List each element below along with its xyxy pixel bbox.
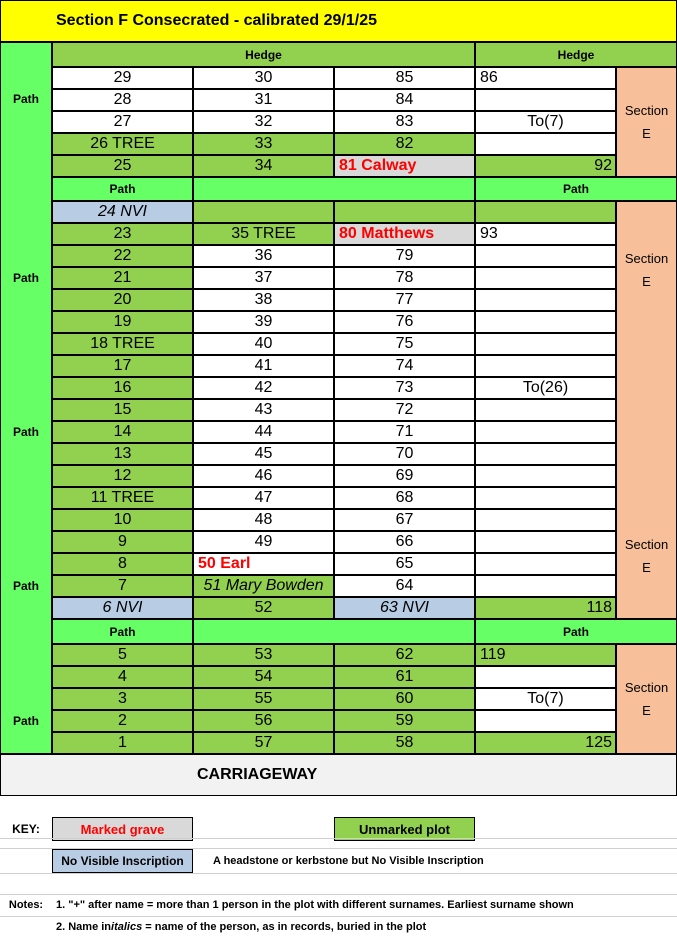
plot-cell: 29 xyxy=(52,67,193,89)
plot-cell: 30 xyxy=(193,67,334,89)
plot-cell: 33 xyxy=(193,133,334,155)
plot-cell: 61 xyxy=(334,666,475,688)
plot-cell: 6 NVI xyxy=(52,597,193,619)
empty-plot-cell xyxy=(475,509,616,531)
empty-plot-cell xyxy=(334,201,475,223)
empty-plot-cell xyxy=(475,487,616,509)
carriageway-label: CARRIAGEWAY xyxy=(0,754,677,796)
empty-plot-cell xyxy=(475,133,616,155)
grid-line xyxy=(0,838,677,839)
note-2-italic: italics xyxy=(111,921,143,933)
plot-cell: 74 xyxy=(334,355,475,377)
plot-cell: 71 xyxy=(334,421,475,443)
plot-cell: 79 xyxy=(334,245,475,267)
path-label: Path xyxy=(12,92,39,106)
plot-cell: 56 xyxy=(193,710,334,732)
empty-plot-cell xyxy=(475,465,616,487)
plot-cell: 62 xyxy=(334,644,475,666)
plot-cell: 72 xyxy=(334,399,475,421)
plot-cell: 45 xyxy=(193,443,334,465)
plot-cell: 125 xyxy=(475,732,616,754)
plot-cell: 19 xyxy=(52,311,193,333)
section-e-label xyxy=(616,526,677,586)
plot-cell: 17 xyxy=(52,355,193,377)
empty-plot-cell xyxy=(475,399,616,421)
note-2-prefix: 2. Name in xyxy=(56,921,112,933)
plot-cell: 77 xyxy=(334,289,475,311)
plot-cell: 76 xyxy=(334,311,475,333)
plot-cell: 73 xyxy=(334,377,475,399)
plot-cell: 46 xyxy=(193,465,334,487)
plot-cell: 8 xyxy=(52,553,193,575)
empty-plot-cell xyxy=(193,201,334,223)
empty-plot-cell xyxy=(475,267,616,289)
plot-cell: 81 Calway xyxy=(334,155,475,177)
plot-cell: 39 xyxy=(193,311,334,333)
empty-plot-cell xyxy=(475,666,616,688)
section-e-label xyxy=(616,67,677,177)
plot-cell: 54 xyxy=(193,666,334,688)
key-nvi-description: A headstone or kerbstone but No Visible Inscription xyxy=(213,855,484,867)
plot-cell: 3 xyxy=(52,688,193,710)
plot-cell: 14 xyxy=(52,421,193,443)
grid-line xyxy=(0,873,677,874)
plot-cell: 49 xyxy=(193,531,334,553)
plot-cell: 48 xyxy=(193,509,334,531)
plot-cell: To(7) xyxy=(475,688,616,710)
empty-plot-cell xyxy=(475,289,616,311)
plot-cell: 75 xyxy=(334,333,475,355)
notes-label: Notes: xyxy=(8,899,44,911)
plot-cell: 25 xyxy=(52,155,193,177)
empty-plot-cell xyxy=(475,553,616,575)
plot-cell: 119 xyxy=(475,644,616,666)
hedge-label: Hedge xyxy=(475,42,677,67)
plot-cell: 57 xyxy=(193,732,334,754)
path-label: Path xyxy=(12,579,39,593)
plot-cell: 31 xyxy=(193,89,334,111)
plot-cell: 78 xyxy=(334,267,475,289)
left-path-column xyxy=(0,42,52,754)
plot-cell: 69 xyxy=(334,465,475,487)
plot-cell: 43 xyxy=(193,399,334,421)
plot-cell: 16 xyxy=(52,377,193,399)
plot-cell: 64 xyxy=(334,575,475,597)
plot-cell: 2 xyxy=(52,710,193,732)
empty-plot-cell xyxy=(475,531,616,553)
plot-cell: 5 xyxy=(52,644,193,666)
plot-cell: 65 xyxy=(334,553,475,575)
plot-cell: 92 xyxy=(475,155,616,177)
key-nvi: No Visible Inscription xyxy=(52,849,193,873)
plot-cell: 68 xyxy=(334,487,475,509)
path-label: Path xyxy=(12,425,39,439)
plot-cell: 26 TREE xyxy=(52,133,193,155)
plot-cell: 10 xyxy=(52,509,193,531)
empty-plot-cell xyxy=(475,201,616,223)
plot-cell: 12 xyxy=(52,465,193,487)
plot-cell: 35 TREE xyxy=(193,223,334,245)
plot-cell: 82 xyxy=(334,133,475,155)
key-label: KEY: xyxy=(12,822,40,836)
path-label: Path xyxy=(52,177,193,201)
plot-cell: 70 xyxy=(334,443,475,465)
plot-cell: 38 xyxy=(193,289,334,311)
note-2 xyxy=(52,917,672,937)
section-e-line1: Section xyxy=(624,103,669,118)
section-e-line2: E xyxy=(642,703,651,718)
note-2-suffix: = name of the person, as in records, buried in the plot xyxy=(142,921,427,933)
empty-plot-cell xyxy=(475,245,616,267)
grid-line xyxy=(0,894,677,895)
plot-cell: 66 xyxy=(334,531,475,553)
empty-plot-cell xyxy=(475,443,616,465)
plot-cell: 41 xyxy=(193,355,334,377)
plot-cell: 37 xyxy=(193,267,334,289)
plot-cell: 118 xyxy=(475,597,616,619)
plot-cell: To(7) xyxy=(475,111,616,133)
section-e-line1: Section xyxy=(624,680,669,695)
plot-cell: 9 xyxy=(52,531,193,553)
empty-plot-cell xyxy=(475,311,616,333)
plot-cell: 50 Earl xyxy=(193,553,334,575)
empty-plot-cell xyxy=(475,575,616,597)
plot-cell: 18 TREE xyxy=(52,333,193,355)
key-marked-grave: Marked grave xyxy=(52,817,193,841)
section-e-label xyxy=(616,644,677,754)
plot-cell: 55 xyxy=(193,688,334,710)
grid-line xyxy=(0,916,677,917)
plot-cell: 85 xyxy=(334,67,475,89)
section-e-line2: E xyxy=(642,560,651,575)
section-e-line1: Section xyxy=(624,537,669,552)
section-e-line2: E xyxy=(642,274,651,289)
path-label: Path xyxy=(475,177,677,201)
plot-cell: 1 xyxy=(52,732,193,754)
section-e-line2: E xyxy=(642,126,651,141)
plot-cell: 34 xyxy=(193,155,334,177)
plot-cell: 32 xyxy=(193,111,334,133)
page-title: Section F Consecrated - calibrated 29/1/25 xyxy=(0,0,677,42)
empty-plot-cell xyxy=(475,333,616,355)
plot-cell: 44 xyxy=(193,421,334,443)
section-e-label xyxy=(616,240,677,300)
plot-cell: 83 xyxy=(334,111,475,133)
plot-cell: To(26) xyxy=(475,377,616,399)
path-label: Path xyxy=(12,271,39,285)
plot-cell: 80 Matthews xyxy=(334,223,475,245)
grid-line xyxy=(0,848,677,849)
plot-cell: 4 xyxy=(52,666,193,688)
plot-cell: 28 xyxy=(52,89,193,111)
plot-cell: 15 xyxy=(52,399,193,421)
path-label: Path xyxy=(52,619,193,644)
plot-cell: 59 xyxy=(334,710,475,732)
plot-cell: 40 xyxy=(193,333,334,355)
plot-cell: 51 Mary Bowden xyxy=(193,575,334,597)
plot-cell: 58 xyxy=(334,732,475,754)
plot-cell: 23 xyxy=(52,223,193,245)
plot-cell: 47 xyxy=(193,487,334,509)
key-unmarked-plot: Unmarked plot xyxy=(334,817,475,841)
empty-plot-cell xyxy=(475,710,616,732)
plot-cell: 86 xyxy=(475,67,616,89)
path-label: Path xyxy=(475,619,677,644)
path-label: Path xyxy=(12,714,39,728)
plot-cell: 63 NVI xyxy=(334,597,475,619)
plot-cell: 84 xyxy=(334,89,475,111)
plot-cell: 13 xyxy=(52,443,193,465)
plot-cell: 60 xyxy=(334,688,475,710)
plot-cell: 20 xyxy=(52,289,193,311)
plot-cell: 24 NVI xyxy=(52,201,193,223)
plot-cell: 67 xyxy=(334,509,475,531)
empty-plot-cell xyxy=(475,89,616,111)
plot-cell: 36 xyxy=(193,245,334,267)
hedge-label: Hedge xyxy=(52,42,475,67)
plot-cell: 52 xyxy=(193,597,334,619)
plot-cell: 22 xyxy=(52,245,193,267)
plot-cell: 93 xyxy=(475,223,616,245)
path-band xyxy=(193,177,475,201)
path-band xyxy=(193,619,475,644)
plot-cell: 11 TREE xyxy=(52,487,193,509)
plot-cell: 53 xyxy=(193,644,334,666)
plot-cell: 27 xyxy=(52,111,193,133)
plot-cell: 42 xyxy=(193,377,334,399)
plot-cell: 7 xyxy=(52,575,193,597)
plot-cell: 21 xyxy=(52,267,193,289)
empty-plot-cell xyxy=(475,355,616,377)
empty-plot-cell xyxy=(475,421,616,443)
section-e-line1: Section xyxy=(624,251,669,266)
note-1: 1. "+" after name = more than 1 person in the plot with different surnames. Earliest surname shown xyxy=(56,899,574,911)
